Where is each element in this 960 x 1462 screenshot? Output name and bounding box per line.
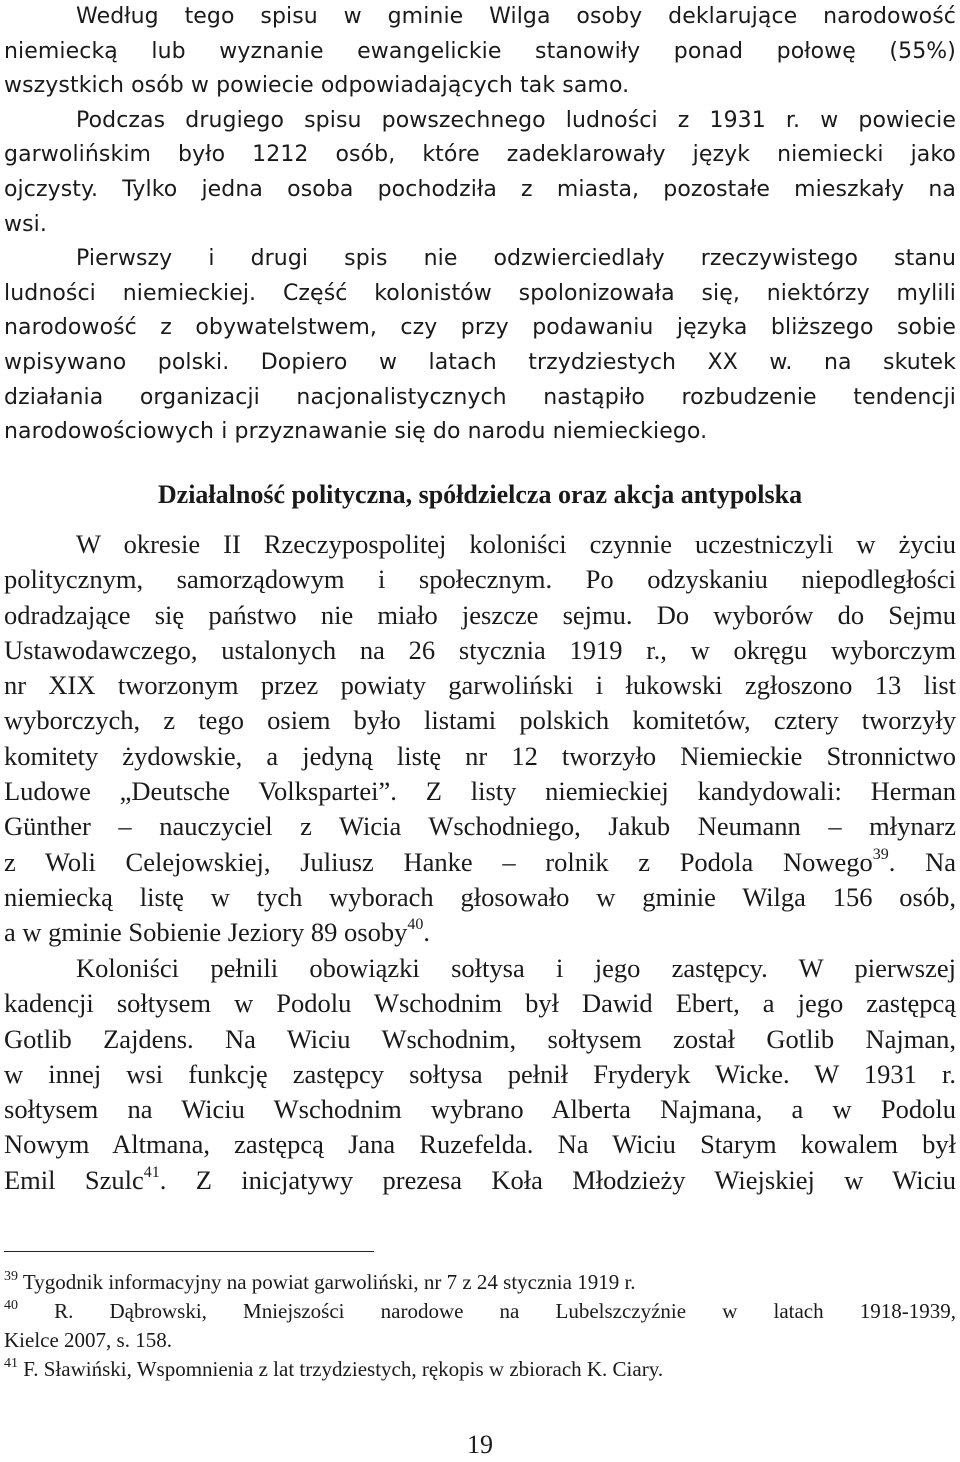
text-line: komitety żydowskie, a jedyną listę nr 12 tworzyło Niemieckie Stronnictwo	[4, 740, 956, 771]
footnote-ref-41: 41	[143, 1163, 160, 1181]
text-line: wyborczych, z tego osiem było listami polskich komitetów, cztery tworzyły	[4, 705, 956, 736]
section-heading: Działalność polityczna, spółdzielcza oraz akcja antypolska	[157, 480, 803, 509]
footnote-ref-40: 40	[407, 916, 424, 934]
text-line: Gotlib Zajdens. Na Wiciu Wschodnim, sołtysem został Gotlib Najman,	[4, 1023, 956, 1054]
text-line: Günther – nauczyciel z Wicia Wschodniego, Jakub Neumann – młynarz	[4, 811, 956, 842]
text-line: garwolińskim było 1212 osób, które zadeklarowały język niemiecki jako	[4, 142, 956, 168]
text-line: nr XIX tworzonym przez powiaty garwoliński i łukowski zgłoszono 13 list	[4, 670, 956, 701]
text-line	[4, 1163, 956, 1198]
text-line: politycznym, samorządowym i społecznym. Po odzyskaniu niepodległości	[4, 564, 956, 595]
footnote-separator	[4, 1251, 374, 1252]
text-run: .	[423, 917, 430, 948]
footnote-text: Tygodnik informacyjny na powiat garwoliński, nr 7 z 24 stycznia 1919 r.	[22, 1270, 636, 1294]
text-line: wpisywano polski. Dopiero w latach trzydziestych XX w. na skutek	[4, 349, 956, 375]
text-line: narodowość z obywatelstwem, czy przy podawaniu języka bliższego sobie	[4, 315, 956, 341]
text-run: . Z inicjatywy prezesa Koła Młodzieży Wiejskiej w Wiciu	[159, 1164, 956, 1195]
body-text-top	[4, 0, 956, 450]
text-line: Podczas drugiego spisu powszechnego ludności z 1931 r. w powiecie	[76, 107, 956, 133]
text-line: W okresie II Rzeczypospolitej koloniści czynnie uczestniczyli w życiu	[76, 529, 956, 559]
footnote-number: 39	[4, 1269, 18, 1284]
text-line: w innej wsi funkcję zastępcy sołtysa pełnił Fryderyk Wicke. W 1931 r.	[4, 1058, 956, 1089]
footnote-40-continued: Kielce 2007, s. 158.	[4, 1328, 172, 1352]
text-line: kadencji sołtysem w Podolu Wschodnim był Dawid Ebert, a jego zastępcą	[4, 988, 956, 1019]
text-line: odradzające się państwo nie miało jeszcze sejmu. Do wyborów do Sejmu	[4, 599, 956, 630]
text-run: Emil Szulc	[4, 1164, 144, 1195]
footnote-number: 40	[4, 1298, 18, 1313]
text-run: z Woli Celejowskiej, Juliusz Hanke – rolnik z Podola Nowego	[4, 846, 873, 877]
text-line: Ustawodawczego, ustalonych na 26 stycznia 1919 r., w okręgu wyborczym	[4, 634, 956, 665]
text-line: ludności niemieckiej. Część kolonistów spolonizowała się, niektórzy mylili	[4, 280, 956, 306]
text-line: Ludowe „Deutsche Volkspartei”. Z listy niemieckiej kandydowali: Herman	[4, 776, 956, 807]
text-run: . Na	[888, 846, 956, 877]
text-line: niemiecką listę w tych wyborach głosowało w gminie Wilga 156 osób,	[4, 881, 956, 912]
text-line: wsi.	[4, 211, 47, 237]
footnotes	[4, 1268, 956, 1384]
footnote-41	[4, 1355, 956, 1384]
footnote-ref-39: 39	[872, 845, 889, 863]
text-line: wszystkich osób w powiecie odpowiadających tak samo.	[4, 73, 630, 99]
text-line: narodowościowych i przyznawanie się do narodu niemieckiego.	[4, 419, 708, 445]
body-text-paragraph-5	[4, 951, 956, 1198]
text-line	[4, 915, 956, 950]
footnote-text: R. Dąbrowski, Mniejszości narodowe na Lubelszczyźnie w latach 1918-1939,	[54, 1299, 956, 1323]
footnote-40	[4, 1297, 956, 1326]
text-line: Koloniści pełnili obowiązki sołtysa i jego zastępcy. W pierwszej	[76, 953, 956, 983]
text-line: Nowym Altmana, zastępcą Jana Ruzefelda. Na Wiciu Starym kowalem był	[4, 1129, 956, 1160]
text-line: działania organizacji nacjonalistycznych nastąpiło rozbudzenie tendencji	[4, 384, 956, 410]
text-line: sołtysem na Wiciu Wschodnim wybrano Alberta Najmana, a w Podolu	[4, 1094, 956, 1125]
text-line: Według tego spisu w gminie Wilga osoby deklarujące narodowość	[76, 4, 956, 29]
text-line	[4, 845, 956, 880]
text-line: ojczysty. Tylko jedna osoba pochodziła z miasta, pozostałe mieszkały na	[4, 176, 956, 202]
text-line: niemiecką lub wyznanie ewangelickie stanowiły ponad połowę (55%)	[4, 38, 956, 64]
text-run: a w gminie Sobienie Jeziory 89 osoby	[4, 917, 408, 948]
footnote-text: F. Sławiński, Wspomnienia z lat trzydziestych, rękopis w zbiorach K. Ciary.	[23, 1357, 664, 1381]
footnote-39	[4, 1268, 956, 1297]
text-line: Pierwszy i drugi spis nie odzwierciedlały rzeczywistego stanu	[76, 246, 956, 272]
page-number: 19	[467, 1430, 493, 1459]
footnote-number: 41	[4, 1356, 18, 1371]
body-text-paragraph-4	[4, 527, 956, 951]
